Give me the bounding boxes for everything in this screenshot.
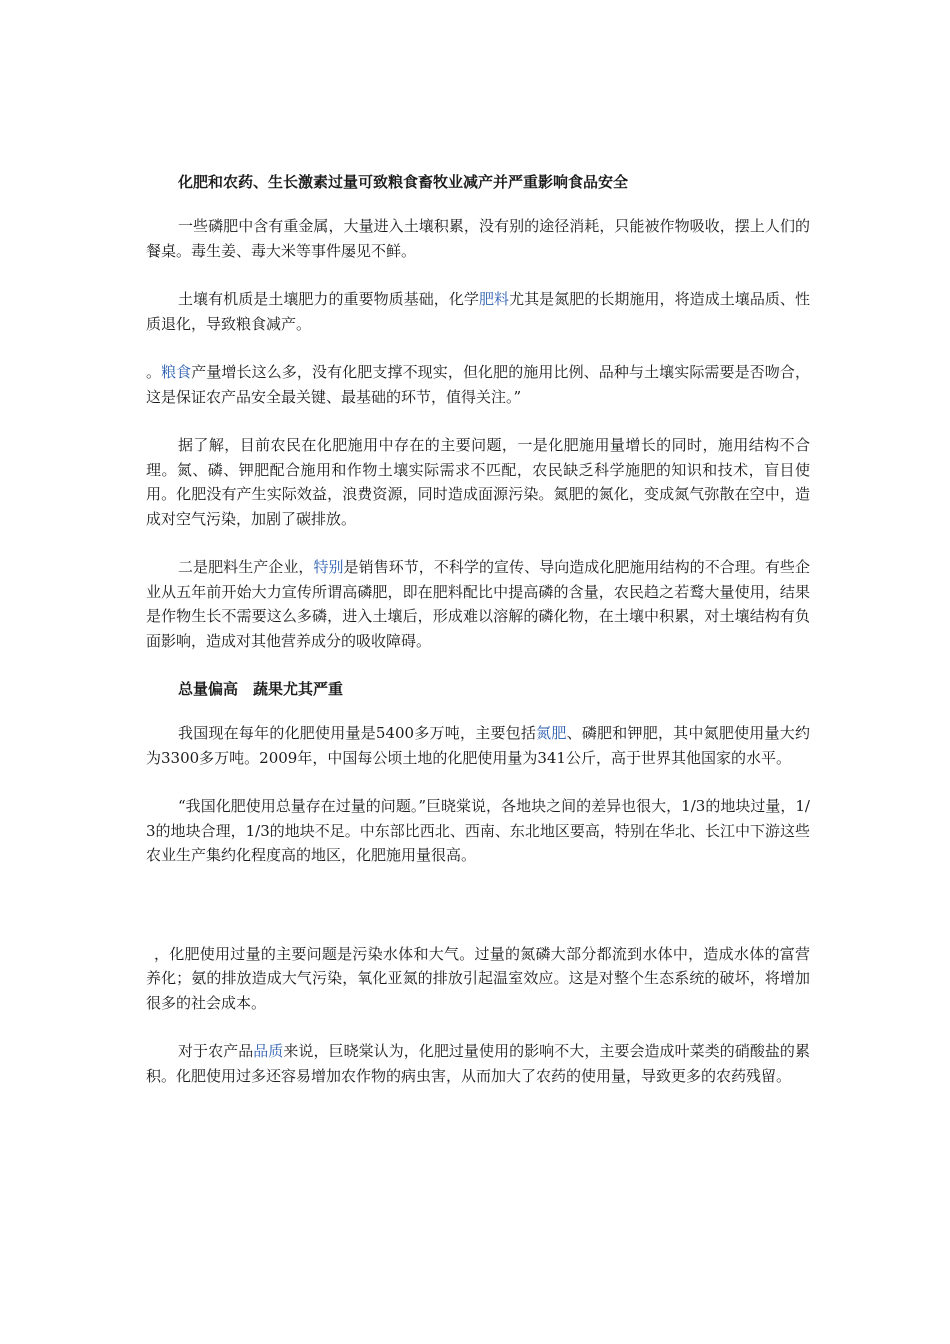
paragraph-8: ，化肥使用过量的主要问题是污染水体和大气。过量的氮磷大部分都流到水体中，造成水体的富营养化；氨的排放造成大气污染，氧化亚氮的排放引起温室效应。这是对整个生态系统的破坏，将增加很多的社会成本。	[146, 944, 810, 1012]
link-grain[interactable]: 粮食	[161, 363, 192, 381]
paragraph-5	[146, 555, 810, 653]
document-page	[146, 170, 810, 1112]
paragraph-9	[146, 1039, 810, 1088]
paragraph-9-text-b: 来说，巨晓棠认为，化肥过量使用的影响不大，主要会造成叶菜类的硝酸盐的累积。化肥使用过多还容易增加农作物的病虫害，从而加大了农药的使用量，导致更多的农药残留。	[146, 1042, 810, 1085]
paragraph-1: 一些磷肥中含有重金属，大量进入土壤积累，没有别的途径消耗，只能被作物吸收，摆上人们的餐桌。毒生姜、毒大米等事件屡见不鲜。	[146, 217, 810, 260]
paragraph-3-text-b: 产量增长这么多，没有化肥支撑不现实，但化肥的施用比例、品种与土壤实际需要是否吻合，这是保证农产品安全最关键、最基础的环节，值得关注。”	[146, 363, 810, 406]
blank-space	[146, 892, 810, 942]
paragraph-3-text-a: 。	[146, 363, 162, 381]
document-title: 化肥和农药、生长激素过量可致粮食畜牧业减产并严重影响食品安全	[178, 173, 629, 191]
section-subheading: 总量偏高 蔬果尤其严重	[178, 680, 344, 698]
link-especially[interactable]: 特别	[313, 558, 344, 576]
paragraph-6	[146, 721, 810, 770]
link-fertilizer[interactable]: 肥料	[478, 290, 510, 308]
paragraph-6-text-b: 、磷肥和钾肥，其中氮肥使用量大约为3300多万吨。2009年，中国每公顷土地的化肥使用量为341公斤，高于世界其他国家的水平。	[146, 724, 810, 767]
paragraph-5-text-b: 是销售环节，不科学的宣传、导向造成化肥施用结构的不合理。有些企业从五年前开始大力宣传所谓高磷肥，即在肥料配比中提高磷的含量，农民趋之若鹜大量使用，结果是作物生长不需要这么多磷，进入土壤后，形成难以溶解的磷化物，在土壤中积累，对土壤结构有负面影响，造成对其他营养成分的吸收障碍。	[146, 558, 810, 650]
paragraph-2-text-b: 尤其是氮肥的长期施用，将造成土壤品质、性质退化，导致粮食减产。	[146, 290, 810, 333]
paragraph-5-text-a: 二是肥料生产企业，	[178, 558, 314, 576]
paragraph-6-text-a: 我国现在每年的化肥使用量是5400多万吨，主要包括	[178, 724, 537, 742]
paragraph-2	[146, 287, 810, 336]
paragraph-7: “我国化肥使用总量存在过量的问题。”巨晓棠说，各地块之间的差异也很大，1/3的地块过量，1/3的地块合理，1/3的地块不足。中东部比西北、西南、东北地区要高，特别在华北、长江中下游这些农业生产集约化程度高的地区，化肥施用量很高。	[146, 797, 810, 864]
link-quality[interactable]: 品质	[253, 1042, 284, 1060]
link-nitrogen-fertilizer[interactable]: 氮肥	[536, 724, 567, 742]
paragraph-2-text-a: 土壤有机质是土壤肥力的重要物质基础，化学	[178, 290, 479, 308]
paragraph-4: 据了解，目前农民在化肥施用中存在的主要问题，一是化肥施用量增长的同时，施用结构不合理。氮、磷、钾肥配合施用和作物土壤实际需求不匹配，农民缺乏科学施肥的知识和技术，盲目使用。化肥没有产生实际效益，浪费资源，同时造成面源污染。氮肥的氮化，变成氮气弥散在空中，造成对空气污染，加剧了碳排放。	[146, 436, 810, 528]
paragraph-9-text-a: 对于农产品	[178, 1042, 254, 1060]
paragraph-3	[146, 360, 810, 409]
